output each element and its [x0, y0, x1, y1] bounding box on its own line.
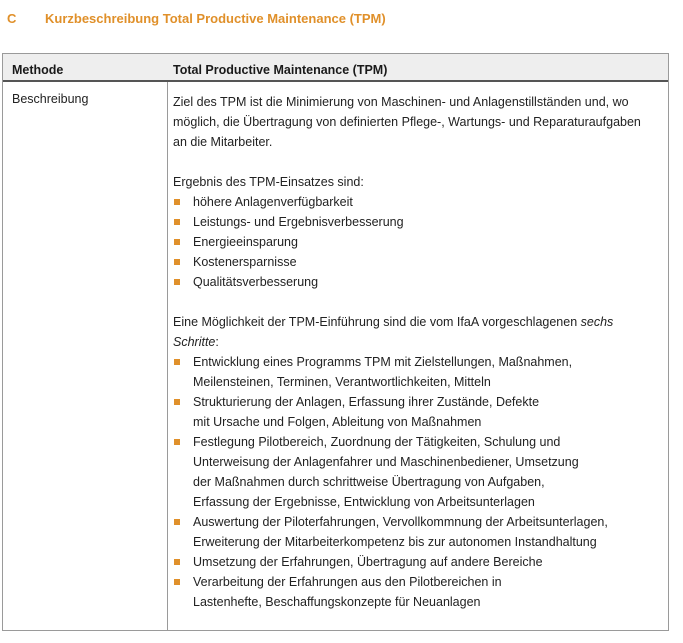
intro-line: möglich, die Übertragung von definierten Pflege-, Wartungs- und Reparaturaufgaben — [173, 115, 641, 129]
square-bullet-icon — [174, 199, 180, 205]
list-item: Strukturierung der Anlagen, Erfassung ihrer Zustände, Defekte mit Ursache und Folgen, Ableitung von Maßnahmen — [173, 392, 663, 432]
square-bullet-icon — [174, 399, 180, 405]
square-bullet-icon — [174, 239, 180, 245]
list-item: Verarbeitung der Erfahrungen aus den Pilotbereichen in Lastenhefte, Beschaffungskonzepte für Neuanlagen — [173, 572, 663, 612]
method-table — [2, 53, 669, 631]
column-divider — [167, 53, 168, 630]
square-bullet-icon — [174, 259, 180, 265]
square-bullet-icon — [174, 519, 180, 525]
list-item: Auswertung der Piloterfahrungen, Vervollkommnung der Arbeitsunterlagen, Erweiterung der Mitarbeiterkompetenz bis zur autonomen Instandhaltung — [173, 512, 663, 552]
square-bullet-icon — [174, 559, 180, 565]
results-list — [173, 192, 663, 292]
square-bullet-icon — [174, 219, 180, 225]
square-bullet-icon — [174, 279, 180, 285]
header-tpm: Total Productive Maintenance (TPM) — [173, 63, 388, 77]
square-bullet-icon — [174, 579, 180, 585]
header-methode: Methode — [12, 63, 64, 77]
section-letter: C — [7, 11, 17, 26]
section-title — [7, 11, 386, 26]
list-item: Entwicklung eines Programms TPM mit Zielstellungen, Maßnahmen, Meilensteinen, Terminen, Verantwortlichkeiten, Mitteln — [173, 352, 663, 392]
list-item: Qualitätsverbesserung — [173, 272, 663, 292]
list-item: Umsetzung der Erfahrungen, Übertragung auf andere Bereiche — [173, 552, 663, 572]
list-item: Energieeinsparung — [173, 232, 663, 252]
table-header-row — [3, 53, 668, 82]
results-heading: Ergebnis des TPM-Einsatzes sind: — [173, 175, 364, 189]
steps-list — [173, 352, 663, 612]
section-title-text: Kurzbeschreibung Total Productive Maintenance (TPM) — [45, 11, 386, 26]
list-item: Kostenersparnisse — [173, 252, 663, 272]
intro-line: Ziel des TPM ist die Minimierung von Maschinen- und Anlagenstillständen und, wo — [173, 95, 629, 109]
list-item: Leistungs- und Ergebnisverbesserung — [173, 212, 663, 232]
description-cell — [173, 92, 663, 612]
square-bullet-icon — [174, 359, 180, 365]
list-item: höhere Anlagenverfügbarkeit — [173, 192, 663, 212]
row-label: Beschreibung — [12, 92, 89, 106]
steps-heading: Eine Möglichkeit der TPM-Einführung sind die vom IfaA vorgeschlagenen sechs Schritte: — [173, 315, 614, 349]
square-bullet-icon — [174, 439, 180, 445]
intro-line: an die Mitarbeiter. — [173, 135, 273, 149]
intro-paragraph — [173, 92, 663, 152]
list-item: Festlegung Pilotbereich, Zuordnung der Tätigkeiten, Schulung und Unterweisung der Anlagenfahrer und Maschinenbediener, Umsetzung der Maßnahmen durch schrittweise Übertragung von Aufgaben, Erfassung der Ergebnisse, Entwicklung von Arbeitsunterlagen — [173, 432, 663, 512]
